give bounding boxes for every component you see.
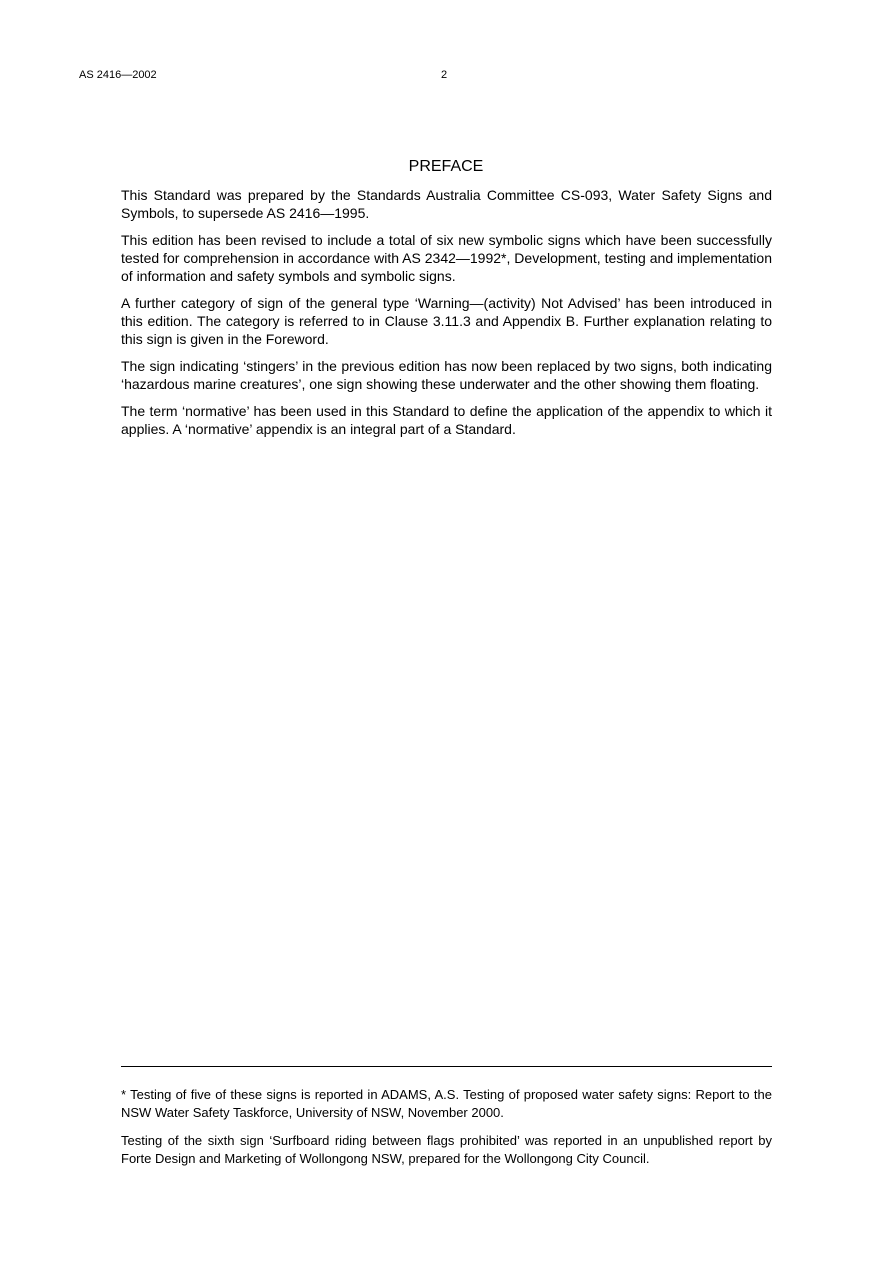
standard-number: AS 2416—2002 bbox=[79, 69, 157, 81]
preface-body bbox=[121, 186, 772, 447]
preface-paragraph: This Standard was prepared by the Standards Australia Committee CS-093, Water Safety Signs and Symbols, to supersede AS 2416—1995. bbox=[121, 187, 772, 221]
footnote: Testing of the sixth sign ‘Surfboard riding between flags prohibited’ was reported in an unpublished report by Forte Design and Marketing of Wollongong NSW, prepared for the Wollongong City Council. bbox=[121, 1133, 772, 1166]
preface-title: PREFACE bbox=[408, 158, 484, 175]
footnote: * Testing of five of these signs is reported in ADAMS, A.S. Testing of proposed water safety signs: Report to the NSW Water Safety Taskforce, University of NSW, November 2000. bbox=[121, 1087, 772, 1120]
footnote-divider bbox=[121, 1066, 772, 1067]
preface-paragraph: A further category of sign of the general type ‘Warning—(activity) Not Advised’ has been introduced in this edition. The category is referred to in Clause 3.11.3 and Appendix B. Further explanation relating to this sign is given in the Foreword. bbox=[121, 295, 772, 347]
preface-paragraph: The sign indicating ‘stingers’ in the previous edition has now been replaced by two signs, both indicating ‘hazardous marine creatures’, one sign showing these underwater and the other showing them floating. bbox=[121, 358, 772, 392]
preface-paragraph: This edition has been revised to include a total of six new symbolic signs which have been successfully tested for comprehension in accordance with AS 2342—1992*, Development, testing and implementation of information and safety symbols and symbolic signs. bbox=[121, 232, 772, 284]
preface-paragraph: The term ‘normative’ has been used in this Standard to define the application of the appendix to which it applies. A ‘normative’ appendix is an integral part of a Standard. bbox=[121, 403, 772, 437]
page-number: 2 bbox=[441, 69, 448, 81]
footnotes bbox=[121, 1086, 772, 1178]
